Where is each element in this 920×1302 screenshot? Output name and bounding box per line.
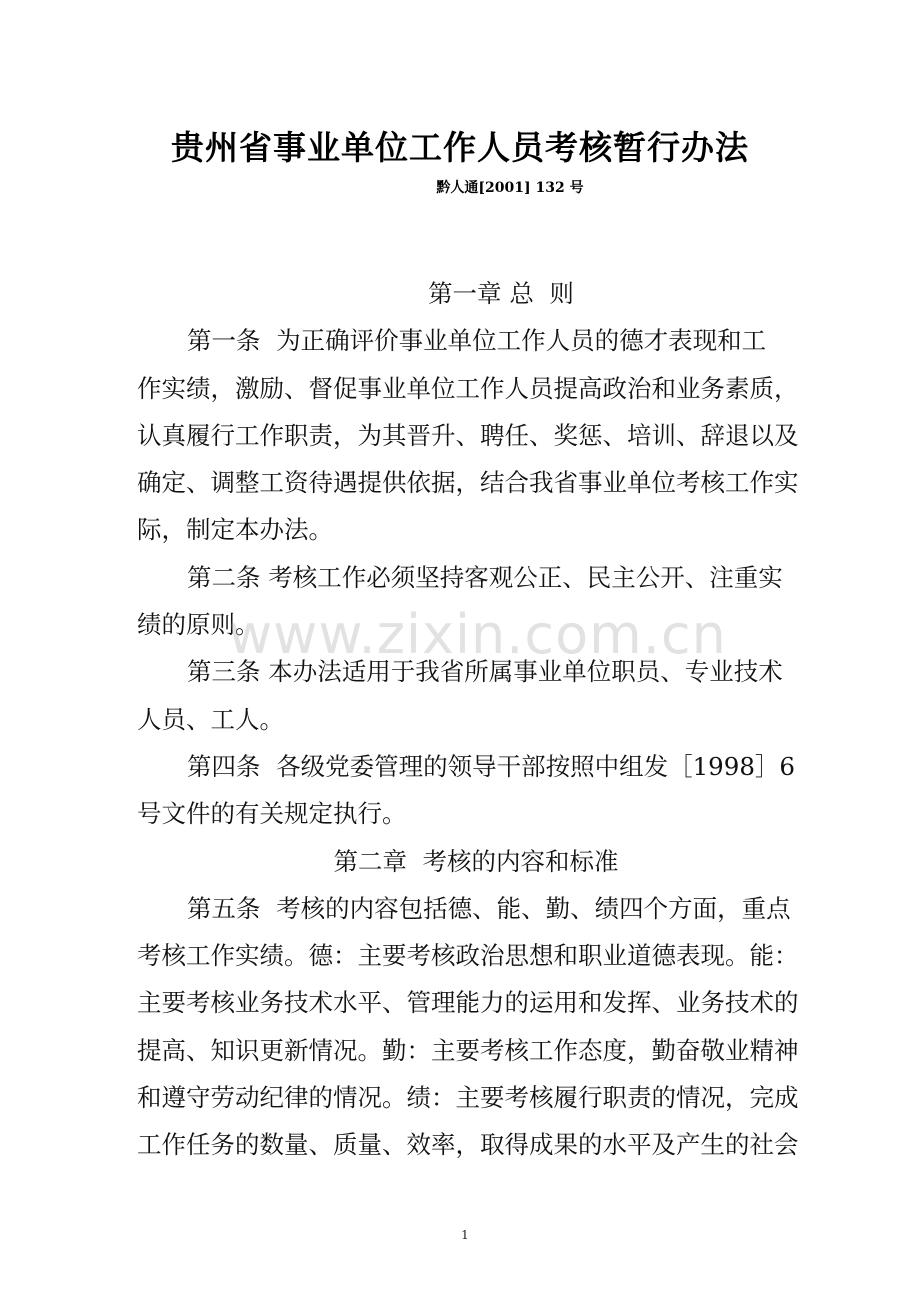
article-2-line-1: 第二条 考核工作必须坚持客观公正、民主公开、注重实 [187,562,783,592]
article-3-line-2: 人员、工人。 [137,704,284,734]
article-1-line-1: 第一条 为正确评价事业单位工作人员的德才表现和工 [187,326,767,356]
article-5-line-4: 提高、知识更新情况。勤：主要考核工作态度，勤奋敬业精神 [137,1035,799,1065]
article-5-line-6: 工作任务的数量、质量、效率，取得成果的水平及产生的社会 [137,1130,799,1160]
chapter-heading-2: 第二章 考核的内容和标准 [333,846,619,876]
article-5-line-2: 考核工作实绩。德：主要考核政治思想和职业道德表现。能： [137,941,799,971]
watermark: www.zixin.com.cn [228,603,727,666]
article-4-line-1: 第四条 各级党委管理的领导干部按照中组发［1998］6 [187,751,796,781]
article-1-line-3: 认真履行工作职责，为其晋升、聘任、奖惩、培训、辞退以及 [137,420,799,450]
article-2-line-2: 绩的原则。 [137,610,260,640]
article-5-line-5: 和遵守劳动纪律的情况。绩：主要考核履行职责的情况，完成 [137,1083,799,1113]
article-1-line-4: 确定、调整工资待遇提供依据，结合我省事业单位考核工作实 [137,468,799,498]
article-5-line-3: 主要考核业务技术水平、管理能力的运用和发挥、业务技术的 [137,988,799,1018]
article-1-line-2: 作实绩，激励、督促事业单位工作人员提高政治和业务素质， [137,373,799,403]
document-title: 贵州省事业单位工作人员考核暂行办法 [171,128,749,167]
page-number: 1 [461,1228,469,1242]
document-number: 黔人通[2001] 132 号 [436,180,584,196]
chapter-heading-1: 第一章 总 则 [428,279,574,308]
article-1-line-5: 际，制定本办法。 [137,515,333,545]
article-3-line-1: 第三条 本办法适用于我省所属事业单位职员、专业技术 [187,657,783,687]
article-5-line-1: 第五条 考核的内容包括德、能、勤、绩四个方面，重点 [187,893,791,923]
article-4-line-2: 号文件的有关规定执行。 [137,799,407,829]
document-body [137,270,805,1169]
